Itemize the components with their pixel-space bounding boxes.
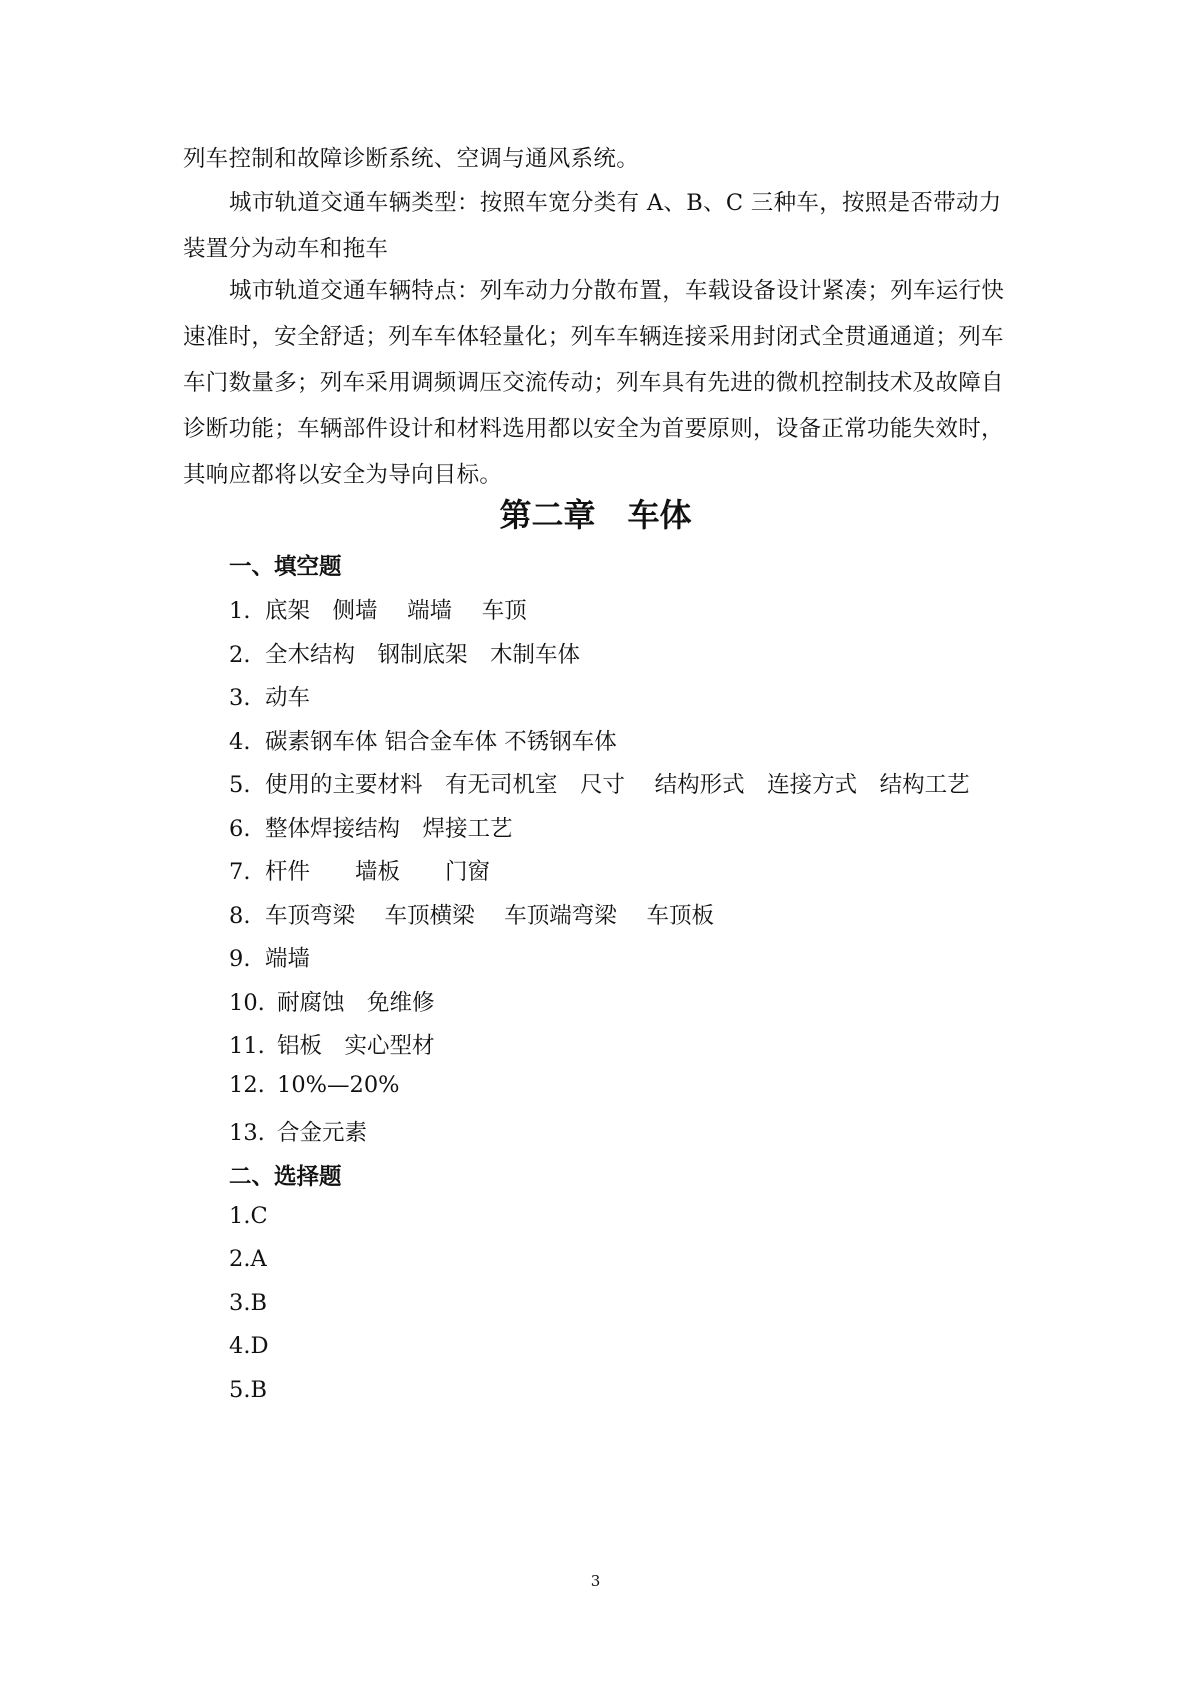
choice-answer: 5.B [229,1377,268,1403]
choice-answer: 1.C [229,1203,268,1229]
item-number: 13. [229,1120,265,1146]
fill-blank-item [229,941,310,973]
fill-blank-item [229,767,970,799]
item-number: 7. [229,859,251,885]
item-number: 11. [229,1033,265,1059]
item-number: 9. [229,946,251,972]
fill-blank-item [229,898,714,930]
item-number: 2. [229,642,251,668]
section-heading-fill-blank: 一、填空题 [229,554,342,580]
item-number: 10. [229,990,265,1016]
page-number: 3 [590,1572,601,1590]
fill-blank-item [229,724,617,756]
item-answer: 使用的主要材料 有无司机室 尺寸 结构形式 连接方式 结构工艺 [265,772,970,798]
item-answer: 耐腐蚀 免维修 [277,990,435,1016]
item-number: 12. [229,1072,265,1098]
item-number: 8. [229,903,251,929]
fill-blank-item [229,637,580,669]
section-heading-multiple-choice: 二、选择题 [229,1164,342,1190]
item-number: 5. [229,772,251,798]
item-answer: 车顶弯梁 车顶横梁 车顶端弯梁 车顶板 [265,903,714,929]
paragraph-continuation: 列车控制和故障诊断系统、空调与通风系统。 [183,146,640,172]
fill-blank-item [229,1028,435,1060]
fill-blank-item [229,811,513,843]
fill-blank-item [229,1072,400,1098]
item-number: 1. [229,598,251,624]
chapter-title: 第二章 车体 [499,496,692,534]
paragraph-vehicle-types: 城市轨道交通车辆类型：按照车宽分类有 A、B、C 三种车，按照是否带动力装置分为动车和拖车 [183,190,1002,262]
fill-blank-item [229,985,435,1017]
item-answer: 全木结构 钢制底架 木制车体 [265,642,581,668]
item-answer: 碳素钢车体 铝合金车体 不锈钢车体 [265,729,617,755]
item-answer: 底架 侧墙 端墙 车顶 [265,598,527,624]
fill-blank-item [229,1115,367,1147]
item-answer: 端墙 [265,946,311,972]
item-number: 6. [229,816,251,842]
fill-blank-item [229,680,310,712]
item-answer: 合金元素 [277,1120,368,1146]
item-answer: 10%—20% [277,1072,400,1098]
choice-answer: 3.B [229,1290,268,1316]
fill-blank-item [229,593,527,625]
item-answer: 铝板 实心型材 [277,1033,435,1059]
fill-blank-item [229,854,490,886]
item-number: 3. [229,685,251,711]
item-number: 4. [229,729,251,755]
item-answer: 杆件 墙板 门窗 [265,859,491,885]
paragraph-vehicle-features: 城市轨道交通车辆特点：列车动力分散布置，车载设备设计紧凑；列车运行快速准时，安全舒适；列车车体轻量化；列车车辆连接采用封闭式全贯通通道；列车车门数量多；列车采用调频调压交流传动；列车具有先进的微机控制技术及故障自诊断功能；车辆部件设计和材料选用都以安全为首要原则，设备正常功能失效时，其响应都将以安全为导向目标。 [183,278,1005,488]
choice-answer: 4.D [229,1333,269,1359]
item-answer: 整体焊接结构 焊接工艺 [265,816,513,842]
choice-answer: 2.A [229,1246,267,1272]
item-answer: 动车 [265,685,311,711]
